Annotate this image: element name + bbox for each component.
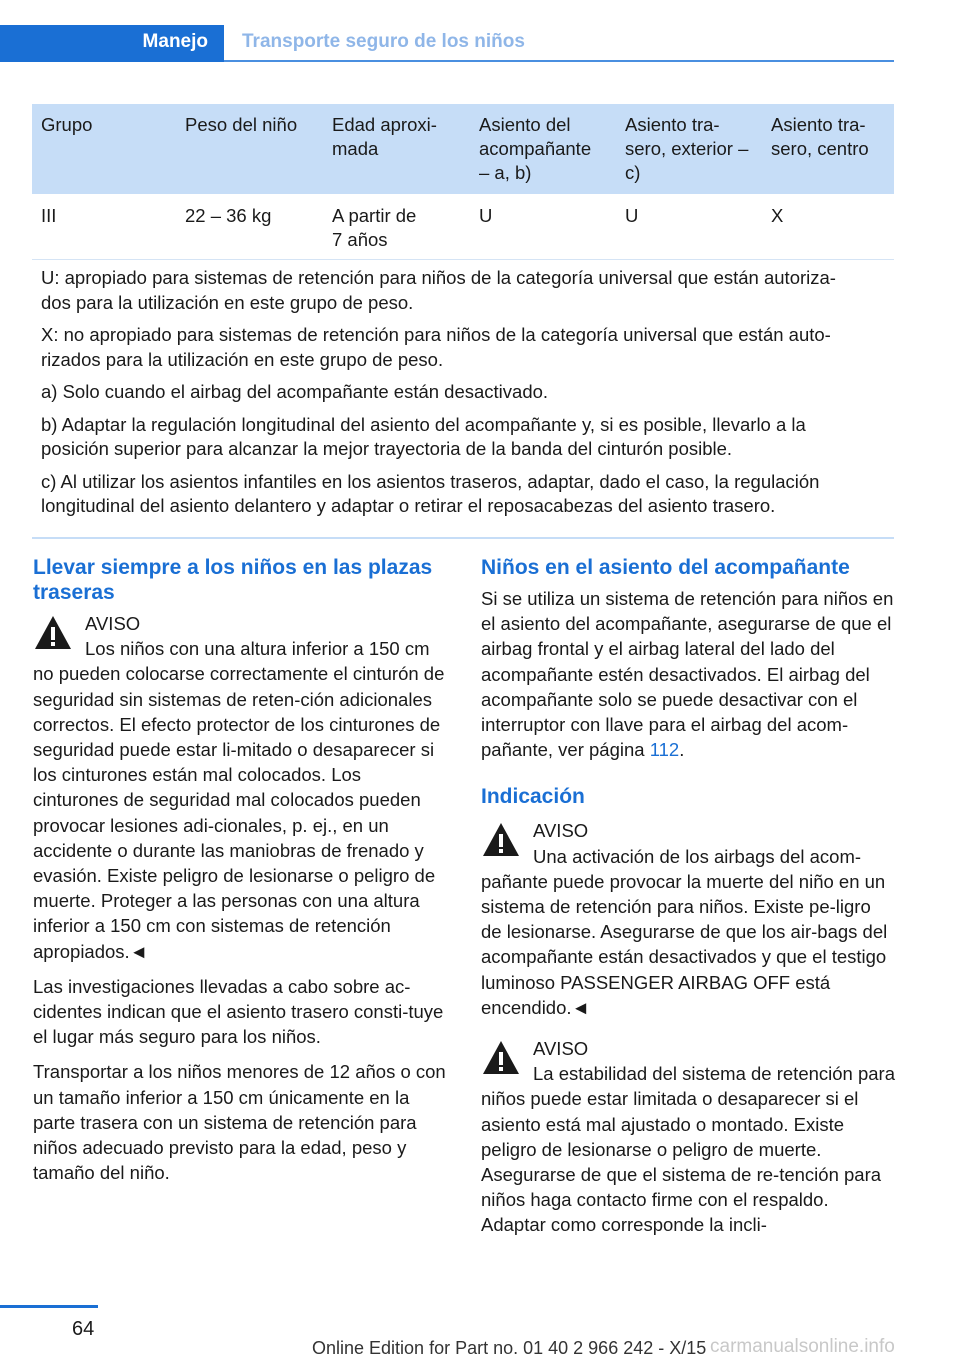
table-header-cell: Asiento del acompañante – a, b) <box>479 114 592 183</box>
table-row <box>32 194 894 260</box>
chapter-tab-label: Manejo <box>142 31 208 52</box>
page-reference-link[interactable]: 112 <box>649 739 680 761</box>
table-cell: U <box>479 205 493 226</box>
table-notes <box>32 260 894 539</box>
table-header-cell: Asiento tra- sero, exterior – c) <box>625 114 749 183</box>
table-header-cell: Asiento tra- sero, centro <box>771 114 869 159</box>
table-header-cell: Edad aproxi- mada <box>332 114 437 159</box>
page-number: 64 <box>72 1318 95 1340</box>
warning-block <box>33 611 447 964</box>
warning-triangle-icon <box>33 613 73 653</box>
warning-block <box>481 1036 895 1238</box>
table-note: a) Solo cuando el airbag del acompañante están desactivado. <box>41 381 549 402</box>
paragraph-text: Si se utiliza un sistema de retención para niños en el asiento del acompañante, asegurarse de que el airbag frontal y el airbag lateral del lado del acompañante estén desactivados. El airbag del acompañante solo se puede desactivar con el interruptor con llave para el airbag del acom-pañante, ver página <box>481 588 894 761</box>
child-seat-table <box>32 104 894 539</box>
footer-rule <box>0 1305 98 1308</box>
left-column <box>33 555 447 1195</box>
paragraph-end: . <box>679 739 685 761</box>
table-cell: U <box>625 205 639 226</box>
table-cell: 22 – 36 kg <box>185 205 272 226</box>
paragraph: Transportar a los niños menores de 12 años o con un tamaño inferior a 150 cm únicamente en la parte trasera con un sistema de retención para niños adecuado previsto para la edad, peso y tamaño del niño. <box>33 1061 446 1184</box>
right-column <box>481 555 895 1248</box>
table-header-row <box>32 104 894 194</box>
edition-note: Online Edition for Part no. 01 40 2 966 242 - X/15 <box>312 1338 707 1358</box>
paragraph <box>481 586 895 762</box>
warning-text: Los niños con una altura inferior a 150 cm no pueden colocarse correctamente el cinturón de seguridad sin sistemas de reten-ción adicionales correctos. El efecto protector de los cinturones de seguridad puede estar li-mitado o desaparecer si los cinturones están mal colocados. Los cinturones de seguridad mal colocados pueden provocar lesiones adi-cionales, p. ej., en un accidente o durante las maniobras de frenado y evasión. Existe peligro de lesionarse o peligro de muerte. Proteger a las personas con una altura inferior a 150 cm con sistemas de retención apropiados.◄ <box>33 638 445 962</box>
warning-text: La estabilidad del sistema de retención para niños puede estar limitada o desaparecer si el asiento está mal ajustado o montado. Existe peligro de lesionarse o peligro de muerte. Asegurarse de que el sistema de re-tención para niños haga contacto firme con el respaldo. Adaptar como corresponde la incli- <box>481 1063 896 1236</box>
front-seat-heading: Niños en el asiento del acompañante <box>481 556 850 579</box>
table-note: U: apropiado para sistemas de retención para niños de la categoría universal que están autoriza- dos para la utilización en este grupo de peso. <box>41 267 836 313</box>
chapter-tab-manejo[interactable] <box>0 25 224 62</box>
warning-label: AVISO <box>533 1038 589 1060</box>
warning-triangle-icon <box>481 1038 521 1078</box>
paragraph: Las investigaciones llevadas a cabo sobre ac-cidentes indican que el asiento trasero consti-tuye el lugar más seguro para los niños. <box>33 975 444 1048</box>
warning-label: AVISO <box>533 820 589 842</box>
indication-heading: Indicación <box>481 785 585 809</box>
table-header-cell: Grupo <box>41 114 93 135</box>
table-note: X: no apropiado para sistemas de retención para niños de la categoría universal que están auto- rizados para la utilización en este grupo de peso. <box>41 324 831 370</box>
header-divider <box>224 60 894 62</box>
watermark: carmanualsonline.info <box>710 1336 895 1357</box>
table-cell: X <box>771 205 784 226</box>
warning-label: AVISO <box>85 613 141 634</box>
warning-block <box>481 818 895 1020</box>
table-cell: A partir de 7 años <box>332 205 417 250</box>
table-note: b) Adaptar la regulación longitudinal del asiento del acompañante y, si es posible, llevarlo a la posición superior para alcanzar la mejor trayectoria de la banda del cinturón posible. <box>41 413 806 459</box>
table-note: c) Al utilizar los asientos infantiles en los asientos traseros, adaptar, dado el caso, la regulación longitudinal del asiento delantero y adaptar o retirar el reposacabezas del asiento trasero. <box>41 470 820 516</box>
table-cell: III <box>41 205 57 226</box>
rear-seats-heading: Llevar siempre a los niños en las plazas traseras <box>33 556 433 604</box>
warning-triangle-icon <box>481 820 521 860</box>
section-title[interactable]: Transporte seguro de los niños <box>242 31 525 52</box>
warning-text: Una activación de los airbags del acom-pañante puede provocar la muerte del niño en un sistema de retención para niños. Existe pe-ligro de lesionarse. Asegurarse de que los air-bags del acompañante están desactivados y que el testigo luminoso PASSENGER AIRBAG OFF está encendido.◄ <box>481 845 888 1018</box>
table-header-cell: Peso del niño <box>185 114 298 135</box>
